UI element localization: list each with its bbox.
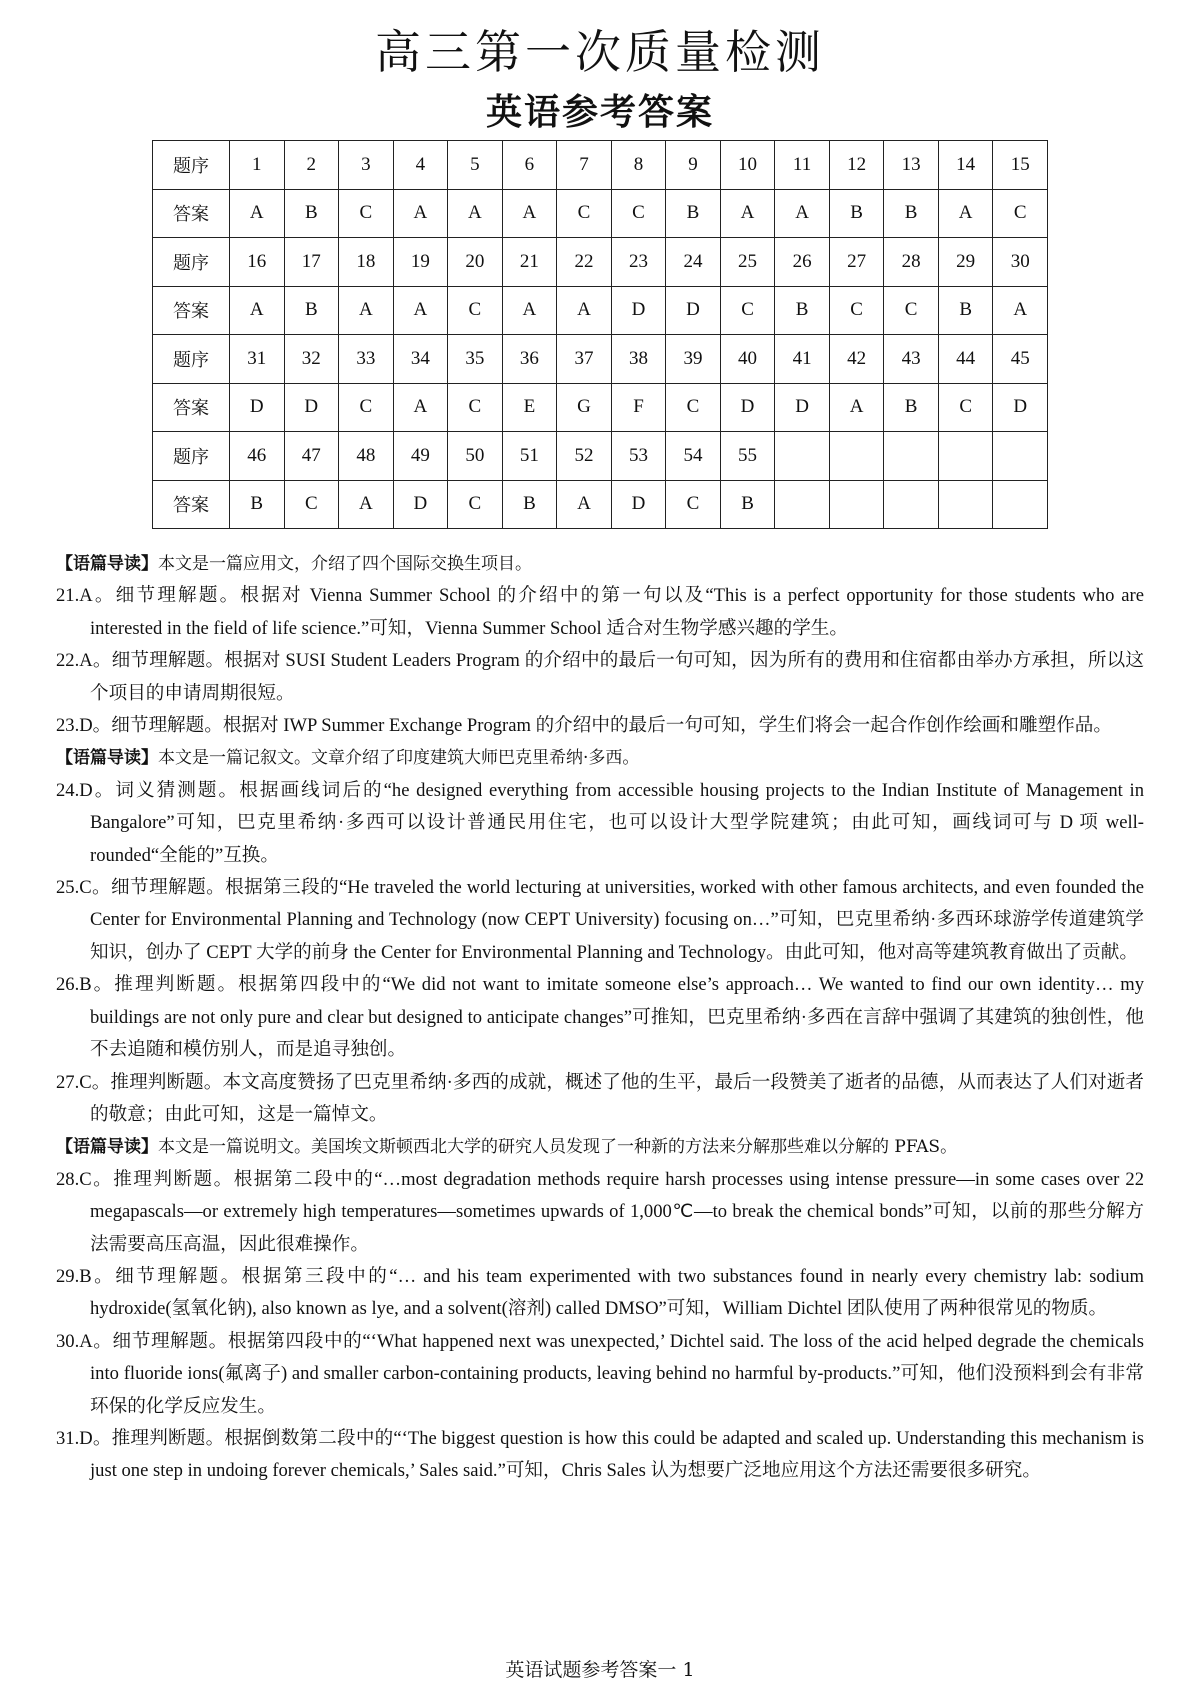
table-cell: A	[775, 189, 830, 238]
answer-table	[152, 140, 1048, 529]
table-cell: 51	[502, 432, 557, 481]
table-cell: D	[720, 383, 775, 432]
table-row	[153, 141, 1048, 190]
table-cell: C	[884, 286, 939, 335]
table-cell: 23	[611, 238, 666, 287]
table-cell: 38	[611, 335, 666, 384]
table-cell: 7	[557, 141, 612, 190]
explanations	[56, 548, 1144, 1488]
table-cell: 10	[720, 141, 775, 190]
table-cell: B	[666, 189, 721, 238]
intro-text: 本文是一篇应用文，介绍了四个国际交换生项目。	[158, 554, 532, 574]
row-header: 题序	[153, 141, 230, 190]
table-cell: 37	[557, 335, 612, 384]
table-cell: B	[884, 383, 939, 432]
row-header: 答案	[153, 480, 230, 529]
table-cell: C	[720, 286, 775, 335]
table-cell: B	[938, 286, 993, 335]
table-cell: 54	[666, 432, 721, 481]
table-cell: 18	[339, 238, 394, 287]
table-cell: 21	[502, 238, 557, 287]
answer-explanation: 30.A。细节理解题。根据第四段中的“‘What happened next was unexpected,’ Dichtel said. The loss of the acid helped degrade the chemicals into fluoride ions(氟离子) and smaller carbon-containing products, leaving behind no harmful by-products.”可知，他们没预料到会有非常环保的化学反应发生。	[56, 1330, 1144, 1417]
table-cell: 31	[230, 335, 285, 384]
table-cell: 20	[448, 238, 503, 287]
table-cell: 47	[284, 432, 339, 481]
table-cell: A	[502, 286, 557, 335]
table-cell: A	[230, 286, 285, 335]
table-cell: 41	[775, 335, 830, 384]
table-cell	[775, 432, 830, 481]
table-cell: D	[775, 383, 830, 432]
table-cell: 6	[502, 141, 557, 190]
table-cell	[884, 432, 939, 481]
table-cell: D	[230, 383, 285, 432]
table-cell	[993, 432, 1048, 481]
table-cell: 29	[938, 238, 993, 287]
passage-intro	[56, 548, 1144, 580]
table-cell: 3	[339, 141, 394, 190]
table-cell: 14	[938, 141, 993, 190]
table-cell: F	[611, 383, 666, 432]
passage-intro	[56, 1131, 1144, 1163]
table-cell: 8	[611, 141, 666, 190]
table-cell: A	[829, 383, 884, 432]
table-cell: D	[611, 286, 666, 335]
answer-explanation: 28.C。推理判断题。根据第二段中的“…most degradation methods require harsh processes using intense pressure—in some cases over 22 megapascals—or extremely high temperatures—sometimes upwards of 1,000℃—to break the chemical bonds”可知，以前的那些分解方法需要高压高温，因此很难操作。	[56, 1168, 1144, 1255]
table-cell: 55	[720, 432, 775, 481]
table-cell: A	[502, 189, 557, 238]
table-cell: 11	[775, 141, 830, 190]
table-cell: 27	[829, 238, 884, 287]
intro-text: 本文是一篇记叙文。文章介绍了印度建筑大师巴克里希纳·多西。	[158, 748, 640, 769]
answer-explanation: 27.C。推理判断题。本文高度赞扬了巴克里希纳·多西的成就，概述了他的生平，最后一段赞美了逝者的品德，从而表达了人们对逝者的敬意；由此可知，这是一篇悼文。	[56, 1071, 1144, 1125]
table-cell: G	[557, 383, 612, 432]
page-subtitle: 英语参考答案	[485, 92, 714, 133]
table-cell: 32	[284, 335, 339, 384]
table-cell: A	[993, 286, 1048, 335]
table-row	[153, 335, 1048, 384]
table-row	[153, 286, 1048, 335]
answer-explanation: 25.C。细节理解题。根据第三段的“He traveled the world lecturing at universities, worked with other famous architects, and even founded the Center for Environmental Planning and Technology (now CEPT University) focusing on…”可知，巴克里希纳·多西环球游学传道建筑学知识，创办了 CEPT 大学的前身 the Center for Environmental Planning and Technology。由此可知，他对高等建筑教育做出了贡献。	[56, 877, 1144, 963]
answer-explanation: 31.D。推理判断题。根据倒数第二段中的“‘The biggest question is how this could be adapted and scaled up. Understanding this mechanism is just one step in undoing forever chemicals,’ Sales said.”可知，Chris Sales 认为想要广泛地应用这个方法还需要很多研究。	[56, 1427, 1144, 1482]
table-cell: 4	[393, 141, 448, 190]
table-cell: C	[284, 480, 339, 529]
table-cell: A	[393, 286, 448, 335]
answer-explanation: 29.B。细节理解题。根据第三段中的“… and his team experimented with two substances found in nearly every chemistry lab: sodium hydroxide(氢氧化钠), also known as lye, and a solvent(溶剂) called DMSO”可知，William Dichtel 团队使用了两种很常见的物质。	[56, 1265, 1144, 1320]
table-cell: C	[829, 286, 884, 335]
table-row	[153, 480, 1048, 529]
table-cell: B	[829, 189, 884, 238]
table-cell: A	[393, 189, 448, 238]
table-cell: A	[393, 383, 448, 432]
table-cell: C	[448, 480, 503, 529]
table-cell: 45	[993, 335, 1048, 384]
table-cell: 2	[284, 141, 339, 190]
table-cell: B	[775, 286, 830, 335]
table-cell: 46	[230, 432, 285, 481]
row-header: 答案	[153, 286, 230, 335]
table-row	[153, 189, 1048, 238]
table-cell: C	[993, 189, 1048, 238]
table-cell: C	[666, 480, 721, 529]
table-cell: 50	[448, 432, 503, 481]
table-cell: A	[339, 286, 394, 335]
table-cell: D	[393, 480, 448, 529]
table-row	[153, 432, 1048, 481]
answer-explanation: 23.D。细节理解题。根据对 IWP Summer Exchange Program 的介绍中的最后一句可知，学生们将会一起合作创作绘画和雕塑作品。	[56, 715, 1112, 737]
table-cell	[884, 480, 939, 529]
table-cell	[775, 480, 830, 529]
table-cell: 34	[393, 335, 448, 384]
table-cell: 53	[611, 432, 666, 481]
table-cell: 36	[502, 335, 557, 384]
table-cell: B	[720, 480, 775, 529]
table-cell: A	[938, 189, 993, 238]
table-row	[153, 383, 1048, 432]
table-cell	[938, 480, 993, 529]
table-cell: C	[557, 189, 612, 238]
table-cell: 43	[884, 335, 939, 384]
table-cell: C	[611, 189, 666, 238]
table-cell: C	[448, 286, 503, 335]
intro-text: 本文是一篇说明文。美国埃文斯顿西北大学的研究人员发现了一种新的方法来分解那些难以分解的 PFAS。	[158, 1137, 958, 1158]
table-cell	[829, 480, 884, 529]
table-cell: 12	[829, 141, 884, 190]
table-cell: 17	[284, 238, 339, 287]
table-cell: C	[339, 189, 394, 238]
table-row	[153, 238, 1048, 287]
table-cell: A	[720, 189, 775, 238]
table-cell: D	[666, 286, 721, 335]
table-cell: 33	[339, 335, 394, 384]
table-cell: 39	[666, 335, 721, 384]
intro-label: 【语篇导读】	[56, 1137, 158, 1158]
answer-explanation: 26.B。推理判断题。根据第四段中的“We did not want to imitate someone else’s approach… We wanted to find our own identity… my buildings are not only pure and clear but designed to anticipate changes”可推知，巴克里希纳·多西在言辞中强调了其建筑的独创性，他不去追随和模仿别人，而是追寻独创。	[56, 974, 1144, 1061]
table-cell: C	[448, 383, 503, 432]
table-cell	[993, 480, 1048, 529]
table-cell: A	[448, 189, 503, 238]
table-cell: B	[502, 480, 557, 529]
table-cell: B	[884, 189, 939, 238]
table-cell: 9	[666, 141, 721, 190]
table-cell: 22	[557, 238, 612, 287]
table-cell: 35	[448, 335, 503, 384]
table-cell: 13	[884, 141, 939, 190]
table-cell	[829, 432, 884, 481]
table-cell: B	[284, 286, 339, 335]
table-cell: 16	[230, 238, 285, 287]
table-cell	[938, 432, 993, 481]
row-header: 答案	[153, 189, 230, 238]
row-header: 答案	[153, 383, 230, 432]
table-cell: 15	[993, 141, 1048, 190]
page-footer: 英语试题参考答案一 1	[505, 1659, 695, 1681]
table-cell: E	[502, 383, 557, 432]
table-cell: C	[938, 383, 993, 432]
table-cell: D	[993, 383, 1048, 432]
answer-explanation: 22.A。细节理解题。根据对 SUSI Student Leaders Program 的介绍中的最后一句可知，因为所有的费用和住宿都由举办方承担，所以这个项目的申请周期很短。	[56, 650, 1144, 704]
table-cell: 1	[230, 141, 285, 190]
table-cell: 48	[339, 432, 394, 481]
table-cell: 19	[393, 238, 448, 287]
table-cell: A	[557, 480, 612, 529]
page-title: 高三第一次质量检测	[375, 25, 825, 79]
table-cell: C	[666, 383, 721, 432]
table-cell: 30	[993, 238, 1048, 287]
table-cell: 24	[666, 238, 721, 287]
answer-explanation: 21.A。细节理解题。根据对 Vienna Summer School 的介绍中的第一句以及“This is a perfect opportunity for those students who are interested in the field of life science.”可知，Vienna Summer School 适合对生物学感兴趣的学生。	[56, 585, 1144, 639]
table-cell: C	[339, 383, 394, 432]
table-cell: 44	[938, 335, 993, 384]
table-cell: 26	[775, 238, 830, 287]
table-cell: D	[611, 480, 666, 529]
answer-explanation: 24.D。词义猜测题。根据画线词后的“he designed everything from accessible housing projects to the Indian Institute of Management in Bangalore”可知，巴克里希纳·多西可以设计普通民用住宅，也可以设计大型学院建筑；由此可知，画线词可与 D 项 well-rounded“全能的”互换。	[56, 779, 1144, 866]
table-cell: A	[339, 480, 394, 529]
table-cell: 49	[393, 432, 448, 481]
intro-label: 【语篇导读】	[56, 554, 158, 574]
row-header: 题序	[153, 335, 230, 384]
row-header: 题序	[153, 432, 230, 481]
table-cell: 5	[448, 141, 503, 190]
table-cell: A	[557, 286, 612, 335]
table-cell: B	[230, 480, 285, 529]
table-cell: D	[284, 383, 339, 432]
table-cell: 28	[884, 238, 939, 287]
table-cell: 42	[829, 335, 884, 384]
table-cell: 52	[557, 432, 612, 481]
table-cell: 25	[720, 238, 775, 287]
table-cell: 40	[720, 335, 775, 384]
intro-label: 【语篇导读】	[56, 748, 158, 769]
table-cell: B	[284, 189, 339, 238]
passage-intro	[56, 742, 1144, 774]
table-cell: A	[230, 189, 285, 238]
row-header: 题序	[153, 238, 230, 287]
